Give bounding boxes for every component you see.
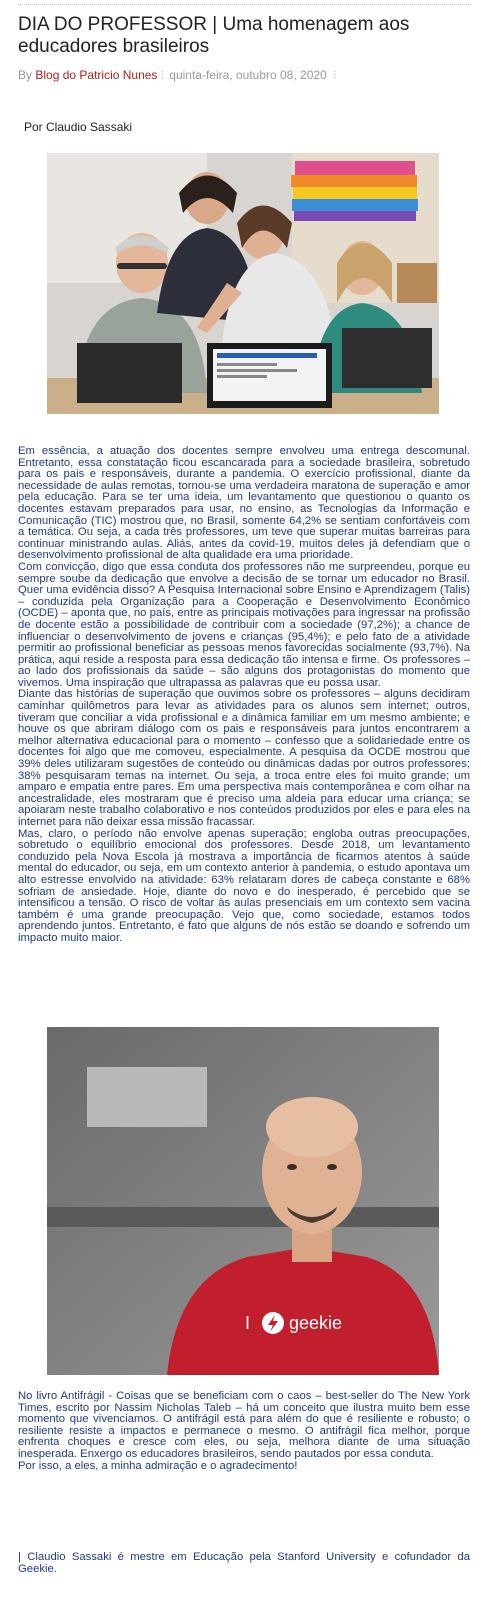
article-paragraph: Em essência, a atuação dos docentes sempre envolveu uma entrega descomunal. Entretanto, essa constatação ficou escancarada para a sociedade brasileira, sobretudo para os pais e responsáveis, durante a pandemia. O exercício profissional, diante da necessidade de aulas remotas, tornou-se uma verdadeira maratona de superação e amor pela educação. Para se ter uma ideia, um levantamento que questionou o quanto os docentes estavam preparados para usar, no ensino, as Tecnologias da Informação e Comunicação (TIC) mostrou que, no Brasil, somente 64,2% se sentiam confortáveis com a temática. Ou seja, a cada três professores, um teve que superar muitas barreiras para continuar ministrando aulas. Aliás, antes da covid-19, muitos deles já defendiam que o desenvolvimento profissional de alta qualidade era uma prioridade. <box>18 445 470 562</box>
closing-paragraph: No livro Antifrágil - Coisas que se beneficiam com o caos – best-seller do The New York Times, escrito por Nassim Nicholas Taleb – há um conceito que ilustra muito bem esse momento que vivenciamos. O antifrágil está para além do que é resiliente e robusto; o resiliente resiste a impactos e permanece o mesmo. O antifrágil fica melhor, porque enfrenta choques e cresce com eles, ou seja, melhora diante de uma situação inesperada. Enxergo os educadores brasileiros, sendo pautados por essa conduta. <box>18 1390 470 1460</box>
closing-paragraph: Por isso, a eles, a minha admiração e o agradecimento! <box>18 1459 298 1472</box>
meta-separator: ⁝ <box>160 68 165 82</box>
article-paragraph: Diante das histórias de superação que ouvimos sobre os professores – alguns decidiram caminhar quilômetros para levar as atividades para os alunos sem internet; outros, tiveram que conciliar a vida profissional e a dinâmica familiar em um mesmo ambiente; e houve os que abriram diálogo com os pais e responsáveis para juntos encontrarem a melhor alternativa educacional para o momento – confesso que a solidariedade entre os docentes foi algo que me comoveu, especialmente. A pesquisa da OCDE mostrou que 39% deles utilizaram sugestões de conteúdo ou dinâmicas dadas por outros professores; 38% pesquisaram temas na internet. Ou seja, a troca entre eles foi muito grande; um amparo e empatia entre pares. Em uma perspectiva mais contemporânea e com olhar na ancestralidade, eles mostraram que é preciso uma aldeia para educar uma criança; se apoiaram neste trabalho colaborativo e nos conteúdos produzidos por eles e para eles na internet para não deixar essa missão fracassar. <box>18 688 470 828</box>
article-body <box>18 446 470 945</box>
article-byline: Por Claudio Sassaki <box>24 120 133 134</box>
post-meta <box>18 68 342 82</box>
portrait-photo <box>47 1027 439 1375</box>
author-footnote: | Claudio Sassaki é mestre em Educação pela Stanford University e cofundador da Geekie. <box>18 1551 470 1575</box>
article-paragraph: Mas, claro, o período não envolve apenas superação; engloba outras preocupações, sobretudo o equilíbrio emocional dos professores. Desde 2018, um levantamento conduzido pela Nova Escola já mostrava a importância de ficarmos atentos à saúde mental do educador, ou seja, em um contexto anterior à pandemia, o estudo apontava um alto estresse envolvido na atividade: 63% relataram dores de cabeça constante e 68% sofriam de ansiedade. Hoje, diante do novo e do inesperado, é percebido que se intensificou a tensão. O risco de voltar às aulas presenciais em um contexto sem vacina também é uma grande preocupação. Vejo que, como sociedade, estamos todos aprendendo juntos. Entretanto, é fato que alguns de nós estão se doando e sofrendo um impacto muito maior. <box>18 827 470 944</box>
top-divider <box>18 4 471 5</box>
shirt-brand: geekie <box>289 1313 343 1333</box>
post-title: DIA DO PROFESSOR | Uma homenagem aos educadores brasileiros <box>18 14 410 57</box>
shirt-letter: I <box>245 1313 251 1333</box>
by-label: By <box>18 68 33 82</box>
classroom-photo <box>47 153 439 414</box>
article-paragraph: Com convicção, digo que essa conduta dos professores não me surpreendeu, porque eu sempre soube da dedicação que envolve a decisão de se tornar um educador no Brasil. Quer uma evidência disso? A Pesquisa Internacional sobre Ensino e Aprendizagem (Talis) – conduzida pela Organização para a Cooperação e Desenvolvimento Econômico (OCDE) – aponta que, no país, entre as principais motivações para ingressar na profissão de docente estão a possibilidade de contribuir com a sociedade (97,2%); a chance de influenciar o desenvolvimento de jovens e crianças (95,4%); e pelo fato de a atividade permitir ao profissional beneficiar as pessoas menos favorecidas socialmente (93,7%). Na prática, aqui reside a resposta para essa dedicação tão intensa e firme. Os professores – ao lado dos profissionais da saúde – são alguns dos protagonistas do momento que vivemos. Uma inspiração que ultrapassa as palavras que eu possa usar. <box>18 560 470 689</box>
article-closing <box>18 1391 470 1472</box>
post-date: quinta-feira, outubro 08, 2020 <box>169 68 327 82</box>
meta-separator: ⁝ <box>329 68 337 82</box>
author-link[interactable]: Blog do Patricio Nunes <box>35 68 158 82</box>
